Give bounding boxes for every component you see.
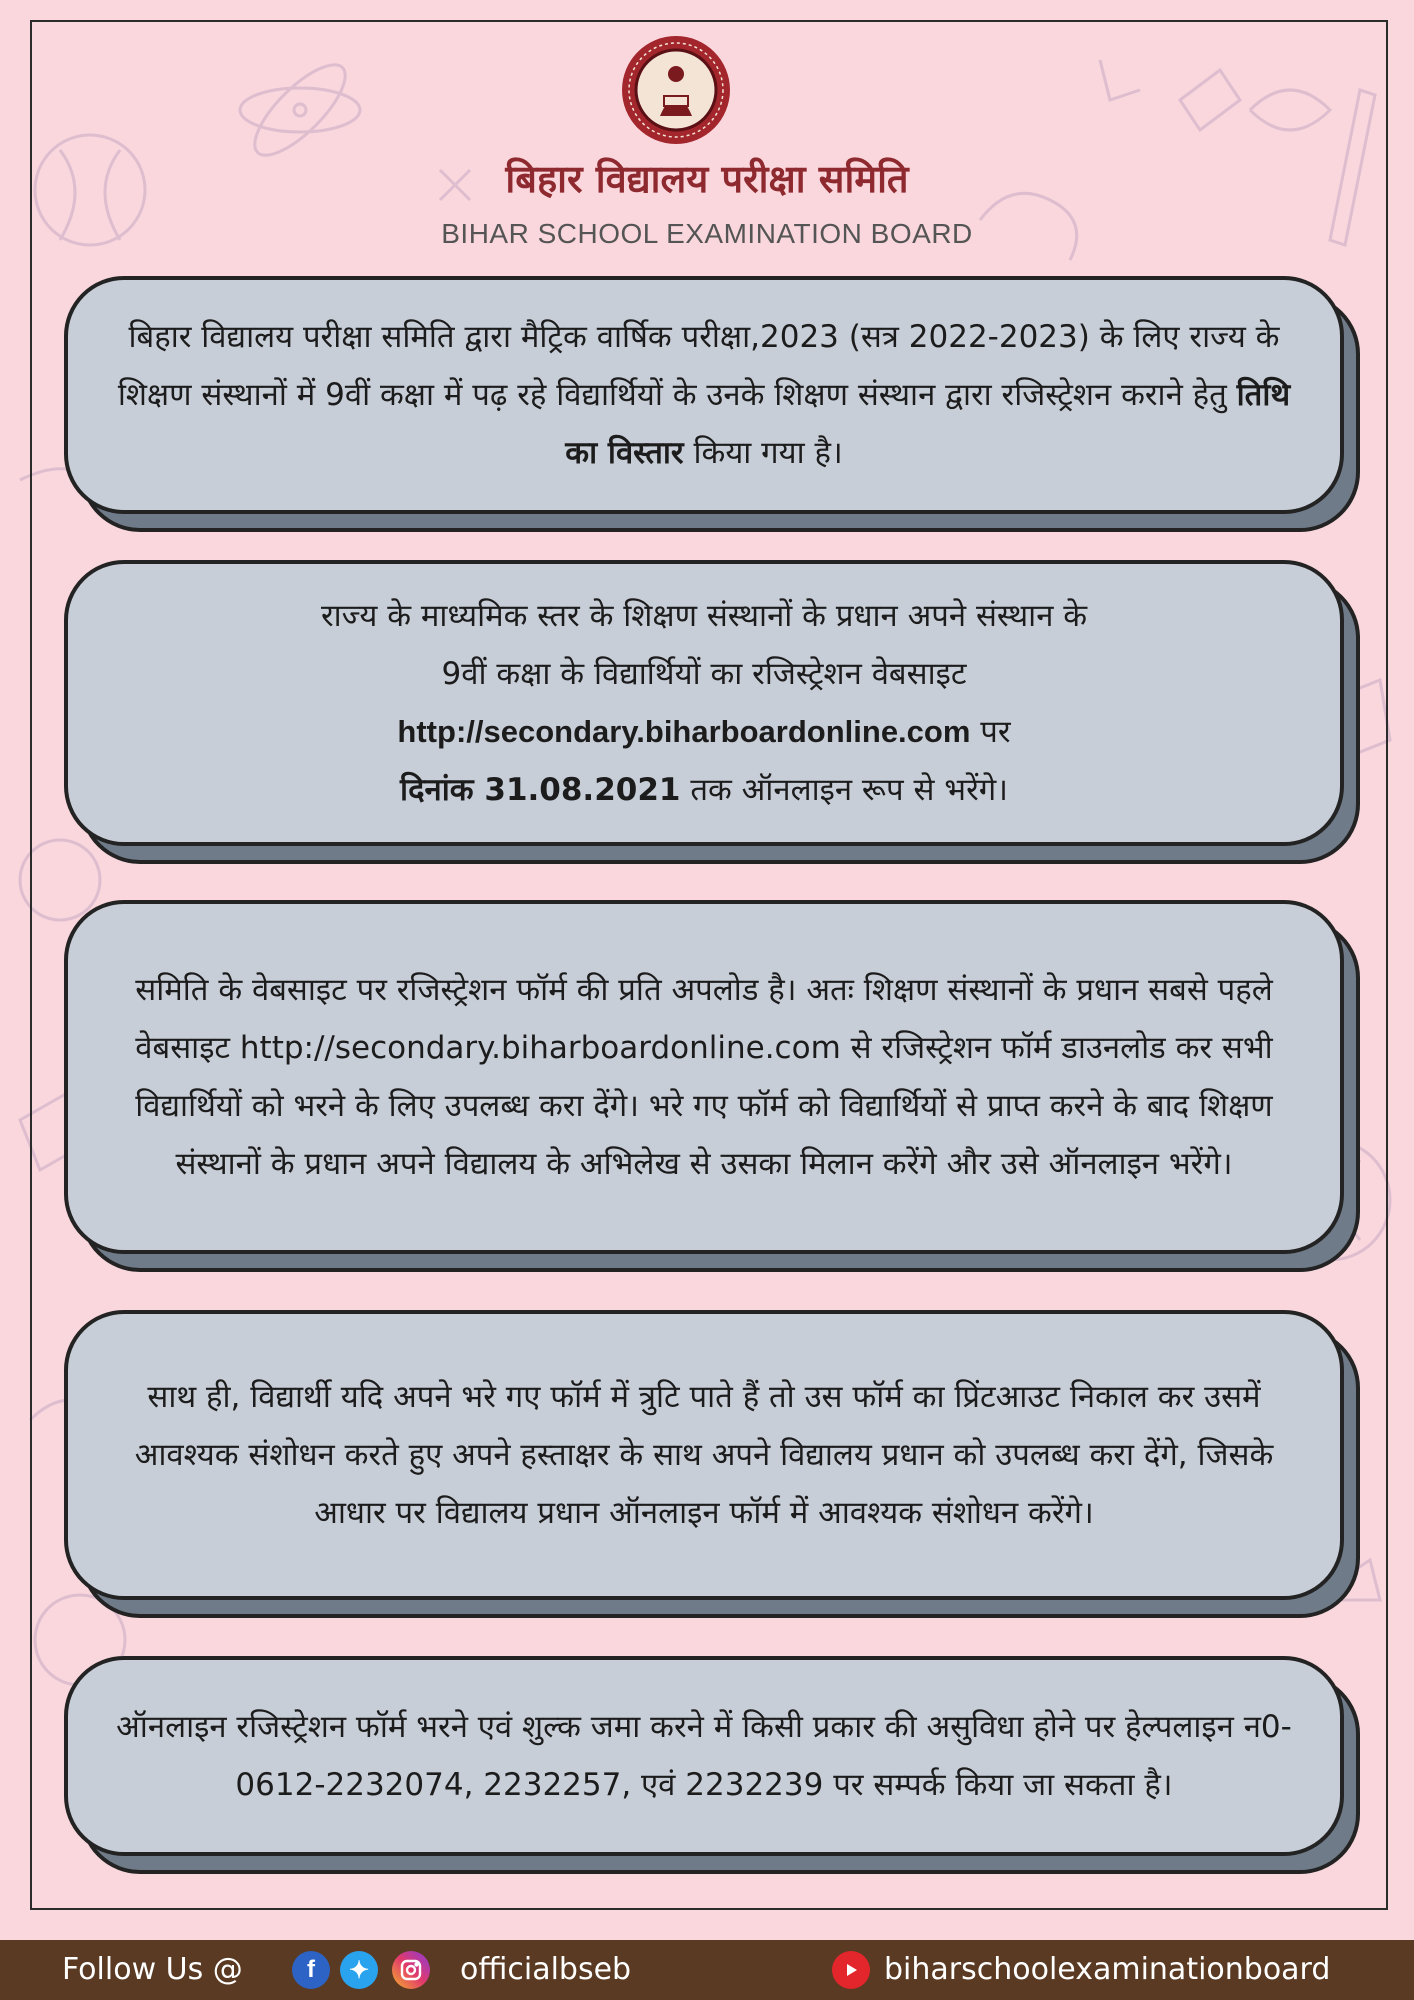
website-link[interactable]: http://secondary.biharboardonline.com bbox=[397, 714, 971, 749]
notice-2-text bbox=[321, 587, 1087, 819]
notice-card-1 bbox=[64, 276, 1344, 514]
org-name-hindi: बिहार विद्यालय परीक्षा समिति bbox=[505, 157, 909, 201]
twitter-icon[interactable]: ✦ bbox=[340, 1951, 378, 1989]
facebook-icon[interactable]: f bbox=[292, 1951, 330, 1989]
notice-card-5 bbox=[64, 1656, 1344, 1856]
notice-4-text: साथ ही, विद्यार्थी यदि अपने भरे गए फॉर्म में त्रुटि पाते हैं तो उस फॉर्म का प्रिंटआउट निकाल कर उसमें आवश्यक संशोधन करते हुए अपने हस्ताक्षर के साथ अपने विद्यालय प्रधान को उपलब्ध करा देंगे, जिसके आधार पर विद्यालय प्रधान ऑनलाइन फॉर्म में आवश्यक संशोधन करेंगे। bbox=[134, 1379, 1274, 1531]
card-face bbox=[64, 560, 1344, 846]
notice-5-text: ऑनलाइन रजिस्ट्रेशन फॉर्म भरने एवं शुल्क जमा करने में किसी प्रकार की असुविधा होने पर हेल्पलाइन न0-0612-2232074, 2232257, एवं 2232239 पर सम्पर्क किया जा सकता है। bbox=[116, 1709, 1292, 1803]
card-face bbox=[64, 1656, 1344, 1856]
instagram-icon[interactable] bbox=[392, 1951, 430, 1989]
card-face bbox=[64, 900, 1344, 1254]
notice-1-text bbox=[102, 308, 1306, 482]
org-name-english: BIHAR SCHOOL EXAMINATION BOARD bbox=[441, 218, 973, 249]
follow-label: Follow Us @ bbox=[62, 1952, 243, 1987]
youtube-icon[interactable] bbox=[832, 1951, 870, 1989]
notice-2-date-tail: तक ऑनलाइन रूप से भरेंगे। bbox=[690, 772, 1008, 808]
notice-card-3 bbox=[64, 900, 1344, 1254]
notice-2-line1: राज्य के माध्यमिक स्तर के शिक्षण संस्थानों के प्रधान अपने संस्थान के bbox=[320, 598, 1088, 634]
bseb-logo bbox=[620, 34, 732, 146]
notice-card-4 bbox=[64, 1310, 1344, 1600]
notice-3-text: समिति के वेबसाइट पर रजिस्ट्रेशन फॉर्म की प्रति अपलोड है। अतः शिक्षण संस्थानों के प्रधान सबसे पहले वेबसाइट http://secondary.biharboardonline.com से रजिस्ट्रेशन फॉर्म डाउनलोड कर सभी विद्यार्थियों को भरने के लिए उपलब्ध करा देंगे। भरे गए फॉर्म को विद्यार्थियों से प्राप्त करने के बाद शिक्षण संस्थानों के प्रधान अपने विद्यालय के अभिलेख से उसका मिलान करेंगे और उसे ऑनलाइन भरेंगे। bbox=[135, 972, 1273, 1182]
social-handle[interactable]: officialbseb bbox=[460, 1952, 632, 1987]
notice-2-line2: 9वीं कक्षा के विद्यार्थियों का रजिस्ट्रेशन वेबसाइट bbox=[441, 656, 967, 692]
card-face bbox=[64, 1310, 1344, 1600]
notice-1-emphasis: तिथि का विस्तार bbox=[565, 377, 1291, 471]
card-face bbox=[64, 276, 1344, 514]
notice-1-tail: किया गया है। bbox=[693, 435, 843, 471]
social-footer bbox=[0, 1940, 1414, 2000]
notice-2-url-tail: पर bbox=[980, 714, 1011, 750]
deadline-date: दिनांक 31.08.2021 bbox=[400, 772, 681, 808]
notice-1-lead: बिहार विद्यालय परीक्षा समिति द्वारा मैट्रिक वार्षिक परीक्षा,2023 (सत्र 2022-2023) के लिए राज्य के शिक्षण संस्थानों में 9वीं कक्षा में पढ़ रहे विद्यार्थियों के उनके शिक्षण संस्थान द्वारा रजिस्ट्रेशन कराने हेतु bbox=[117, 319, 1280, 413]
youtube-handle[interactable]: biharschoolexaminationboard bbox=[884, 1952, 1331, 1987]
notice-card-2 bbox=[64, 560, 1344, 846]
